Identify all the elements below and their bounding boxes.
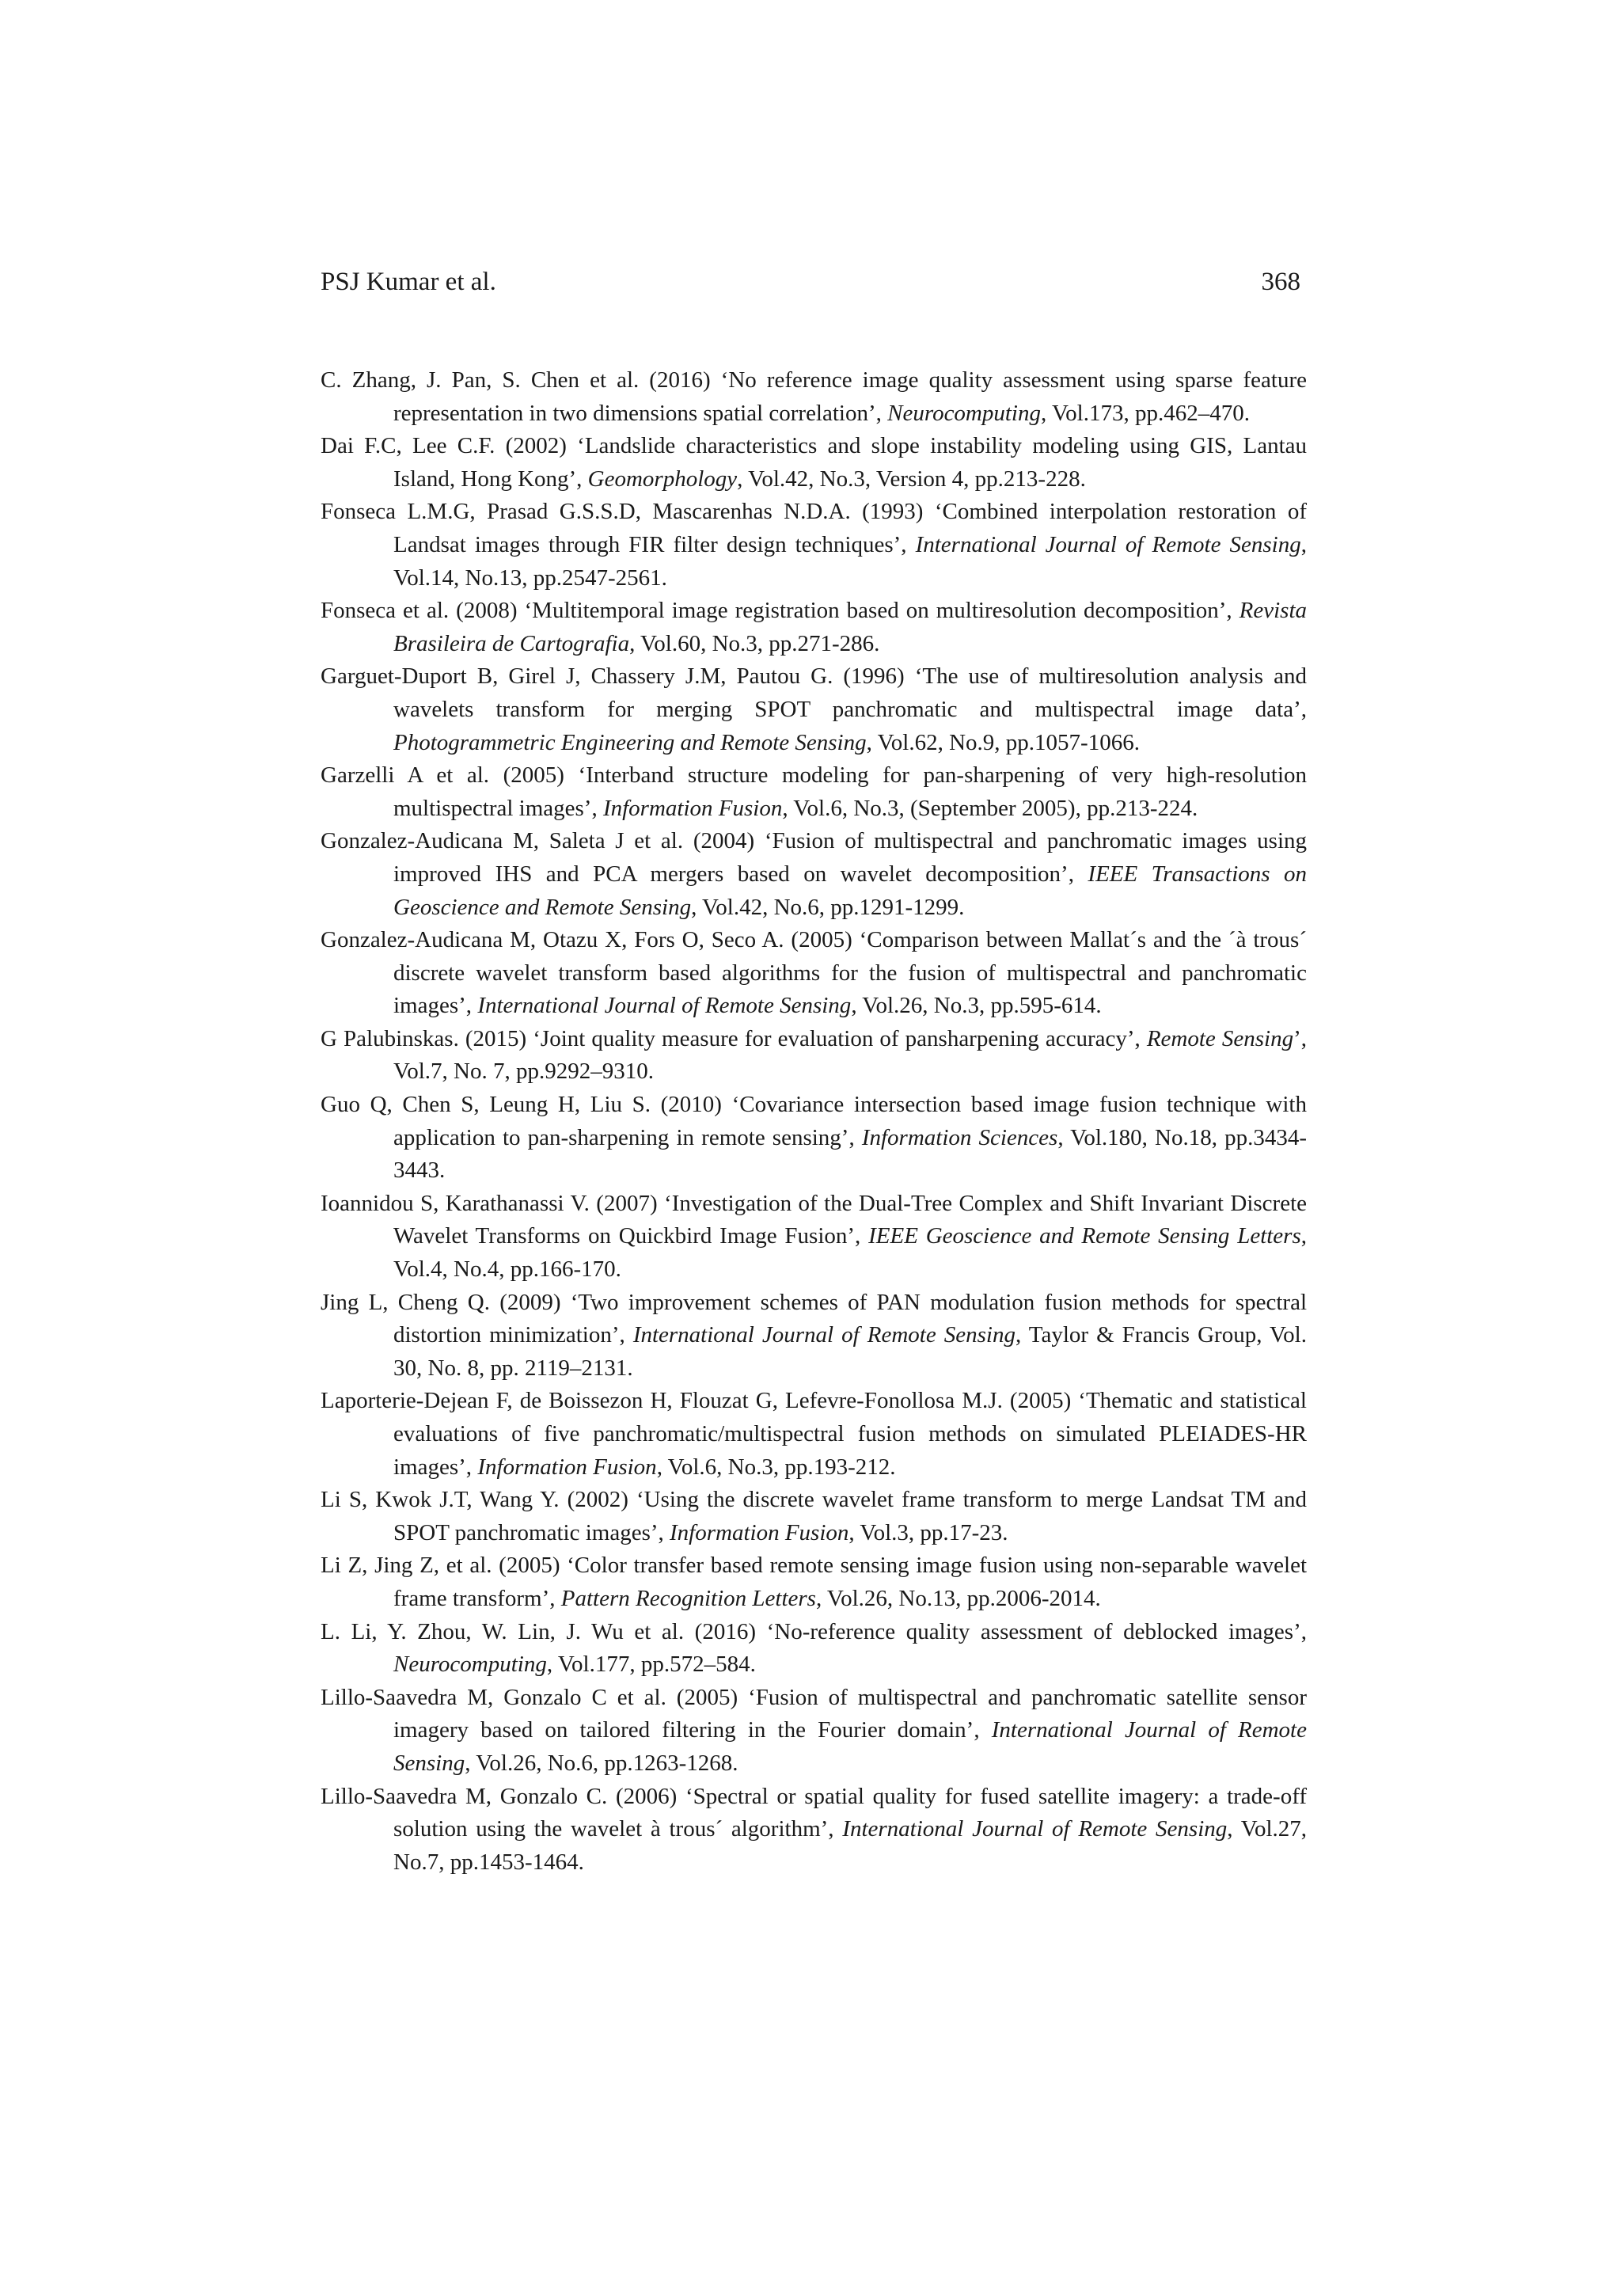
reference-journal: IEEE Geoscience and Remote Sensing Letters — [868, 1223, 1301, 1249]
reference-item — [321, 759, 1307, 825]
reference-details: , Vol.3, pp.17-23. — [848, 1519, 1008, 1545]
reference-details: , Vol.26, No.3, pp.595-614. — [851, 993, 1102, 1019]
reference-text: Lillo-Saavedra M, Gonzalo C. (2006) ‘Spectral or spatial quality for fused satellite imagery: a trade-off solution using the wavelet à trous´ algorithm’, — [321, 1783, 1307, 1842]
reference-details: , Vol.173, pp.462–470. — [1041, 400, 1250, 426]
reference-text: Lillo-Saavedra M, Gonzalo C et al. (2005) ‘Fusion of multispectral and panchromatic satellite sensor imagery based on tailored filtering in the Fourier domain’, — [321, 1684, 1307, 1743]
reference-text: L. Li, Y. Zhou, W. Lin, J. Wu et al. (2016) ‘No-reference quality assessment of deblocked images’, — [321, 1618, 1307, 1644]
reference-text: Fonseca et al. (2008) ‘Multitemporal image registration based on multiresolution decomposition’, — [321, 598, 1239, 624]
running-head-author: PSJ Kumar et al. — [321, 268, 496, 296]
reference-details: , Vol.180, No.18, pp.3434-3443. — [393, 1124, 1307, 1184]
reference-details: , Vol.60, No.3, pp.271-286. — [629, 630, 880, 656]
reference-details: , Vol.62, No.9, pp.1057-1066. — [866, 729, 1140, 755]
reference-text: Fonseca L.M.G, Prasad G.S.S.D, Mascarenhas N.D.A. (1993) ‘Combined interpolation restoration of Landsat images through FIR filter design techniques’, — [321, 499, 1307, 557]
reference-item — [321, 660, 1307, 759]
reference-item — [321, 1023, 1307, 1089]
reference-journal: Information Fusion — [602, 795, 783, 821]
reference-details: , Vol.4, No.4, pp.166-170. — [393, 1223, 1307, 1283]
reference-journal: Geomorphology — [587, 466, 738, 492]
reference-text: Gonzalez-Audicana M, Saleta J et al. (2004) ‘Fusion of multispectral and panchromatic images using improved IHS and PCA mergers based on wavelet decomposition’, — [321, 828, 1307, 887]
reference-journal: International Journal of Remote Sensing — [393, 1717, 1307, 1776]
reference-details: , Vol.26, No.6, pp.1263-1268. — [465, 1750, 738, 1776]
reference-item — [321, 496, 1307, 595]
reference-details: , Vol.42, No.3, Version 4, pp.213-228. — [737, 466, 1086, 492]
reference-item — [321, 364, 1307, 430]
reference-journal: Pattern Recognition Letters — [560, 1585, 816, 1611]
reference-item — [321, 430, 1307, 496]
reference-journal: IEEE Transactions on Geoscience and Remote Sensing — [393, 861, 1307, 920]
reference-details: , Vol.6, No.3, (September 2005), pp.213-224. — [782, 795, 1198, 821]
reference-details: , Vol.42, No.6, pp.1291-1299. — [691, 894, 965, 920]
reference-journal: Information Fusion — [670, 1519, 849, 1545]
reference-list — [321, 364, 1307, 1879]
reference-journal: International Journal of Remote Sensing — [477, 993, 852, 1019]
page-number: 368 — [1261, 268, 1300, 296]
reference-text: C. Zhang, J. Pan, S. Chen et al. (2016) ‘No reference image quality assessment using sparse feature representation in two dimensions spatial correlation’, — [321, 367, 1307, 426]
reference-text: G Palubinskas. (2015) ‘Joint quality measure for evaluation of pansharpening accuracy’, — [321, 1025, 1147, 1051]
reference-item — [321, 825, 1307, 924]
reference-journal: International Journal of Remote Sensing — [632, 1322, 1015, 1348]
reference-text: Garzelli A et al. (2005) ‘Interband structure modeling for pan-sharpening of very high-resolution multispectral images’, — [321, 762, 1307, 821]
reference-item — [321, 1484, 1307, 1549]
reference-journal: Revista Brasileira de Cartografia — [393, 598, 1307, 656]
reference-item — [321, 1188, 1307, 1287]
reference-text: Li S, Kwok J.T, Wang Y. (2002) ‘Using the discrete wavelet frame transform to merge Landsat TM and SPOT panchromatic images’, — [321, 1487, 1307, 1545]
reference-text: Li Z, Jing Z, et al. (2005) ‘Color transfer based remote sensing image fusion using non-separable wavelet frame transform’, — [321, 1553, 1307, 1611]
reference-journal: Remote Sensing — [1146, 1025, 1294, 1051]
reference-journal: Information Sciences — [861, 1124, 1058, 1150]
reference-text: Gonzalez-Audicana M, Otazu X, Fors O, Seco A. (2005) ‘Comparison between Mallat´s and the ´à trous´ discrete wavelet transform based algorithms for the fusion of multispectral and panchromatic images’, — [321, 927, 1307, 1019]
reference-details: , Vol.6, No.3, pp.193-212. — [656, 1454, 896, 1480]
reference-journal: Information Fusion — [477, 1454, 657, 1480]
reference-journal: Neurocomputing — [393, 1652, 547, 1678]
reference-journal: International Journal of Remote Sensing — [915, 531, 1301, 557]
reference-journal: Photogrammetric Engineering and Remote Sensing — [393, 729, 867, 755]
reference-details: , Vol.27, No.7, pp.1453-1464. — [393, 1816, 1307, 1875]
reference-text: Guo Q, Chen S, Leung H, Liu S. (2010) ‘Covariance intersection based image fusion technique with application to pan-sharpening in remote sensing’, — [321, 1092, 1307, 1150]
reference-text: Jing L, Cheng Q. (2009) ‘Two improvement schemes of PAN modulation fusion methods for spectral distortion minimization’, — [321, 1289, 1307, 1348]
reference-details: ’, Vol.7, No. 7, pp.9292–9310. — [393, 1025, 1308, 1085]
reference-item — [321, 1616, 1307, 1682]
reference-text: Dai F.C, Lee C.F. (2002) ‘Landslide characteristics and slope instability modeling using GIS, Lantau Island, Hong Kong’, — [321, 433, 1307, 492]
reference-details: , Taylor & Francis Group, Vol. 30, No. 8, pp. 2119–2131. — [393, 1322, 1307, 1381]
reference-item — [321, 1682, 1307, 1781]
reference-item — [321, 1287, 1307, 1386]
reference-details: , Vol.14, No.13, pp.2547-2561. — [393, 531, 1307, 591]
reference-item — [321, 1089, 1307, 1188]
reference-text: Garguet-Duport B, Girel J, Chassery J.M, Pautou G. (1996) ‘The use of multiresolution analysis and wavelets transform for merging SPOT panchromatic and multispectral image data’, — [321, 663, 1307, 722]
reference-text: Ioannidou S, Karathanassi V. (2007) ‘Investigation of the Dual-Tree Complex and Shift Invariant Discrete Wavelet Transforms on Quickbird Image Fusion’, — [321, 1190, 1307, 1249]
reference-item — [321, 924, 1307, 1023]
reference-text: Laporterie-Dejean F, de Boissezon H, Flouzat G, Lefevre-Fonollosa M.J. (2005) ‘Thematic and statistical evaluations of five panchromatic/multispectral fusion methods on simulated PLEIADES-HR images’, — [321, 1388, 1307, 1480]
reference-item — [321, 1549, 1307, 1615]
reference-details: , Vol.26, No.13, pp.2006-2014. — [815, 1585, 1101, 1611]
reference-item — [321, 1385, 1307, 1484]
page-header — [321, 263, 1300, 301]
reference-details: , Vol.177, pp.572–584. — [546, 1652, 756, 1678]
reference-journal: Neurocomputing — [887, 400, 1041, 426]
reference-journal: International Journal of Remote Sensing — [842, 1816, 1228, 1842]
reference-item — [321, 1781, 1307, 1880]
reference-item — [321, 595, 1307, 660]
